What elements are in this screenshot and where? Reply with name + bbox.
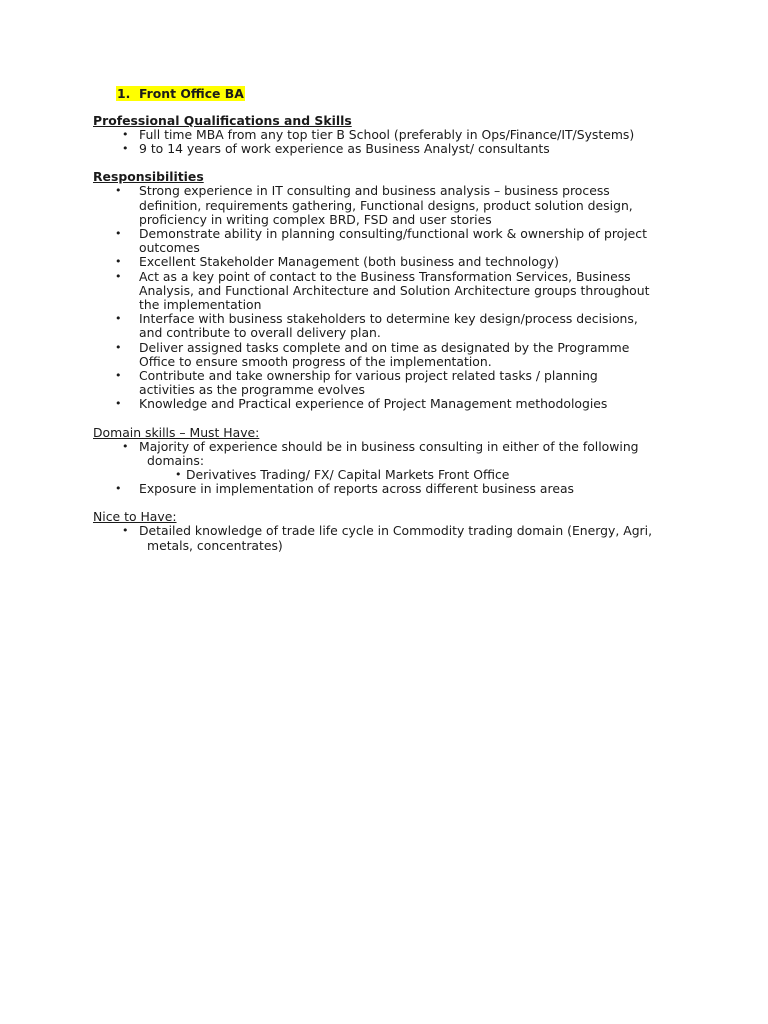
list-item (93, 128, 693, 142)
list-item-line: Deliver assigned tasks complete and on time as designated by the Programme (139, 339, 630, 355)
list-item-line: outcomes (139, 240, 200, 256)
list-item-line: domains: (147, 452, 205, 468)
section-heading (93, 86, 693, 102)
bullet-icon: • (115, 397, 122, 411)
list-item-line: definition, requirements gathering, Functional designs, product solution design, (139, 197, 633, 213)
bullet-icon: • (115, 340, 122, 354)
list-item-line: and contribute to overall delivery plan. (139, 325, 381, 341)
bullet-icon: • (115, 184, 122, 198)
heading-highlight (116, 86, 245, 101)
bullet-icon: • (175, 468, 182, 482)
list-item-line: Contribute and take ownership for various project related tasks / planning (139, 368, 598, 384)
bullet-icon: • (115, 255, 122, 269)
bullet-icon: • (122, 439, 129, 453)
list-item-line: the implementation (139, 297, 262, 313)
bullet-icon: • (115, 269, 122, 283)
list-item (93, 482, 693, 496)
heading-title: Front Office BA (139, 86, 244, 101)
bullet-icon: • (115, 482, 122, 496)
list-item-line: Majority of experience should be in business consulting in either of the following (139, 438, 639, 454)
responsibilities-section (93, 170, 693, 411)
domain-sublist (93, 468, 693, 482)
list-item-line: Knowledge and Practical experience of Project Management methodologies (139, 396, 608, 412)
nice-to-have-section (93, 510, 693, 552)
list-item-text: Full time MBA from any top tier B School (preferably in Ops/Finance/IT/Systems) (139, 127, 635, 142)
list-item (93, 524, 693, 552)
list-item (93, 440, 693, 468)
domain-skills-list-2 (93, 482, 693, 496)
list-item (93, 142, 693, 156)
bullet-icon: • (122, 128, 129, 141)
responsibilities-list (93, 184, 693, 411)
list-item-line: activities as the programme evolves (139, 382, 365, 398)
list-item (93, 270, 693, 313)
list-item (93, 255, 693, 269)
list-item-line: proficiency in writing complex BRD, FSD and user stories (139, 211, 492, 227)
qualifications-section (93, 114, 693, 156)
responsibilities-title: Responsibilities (93, 169, 204, 185)
qualifications-title: Professional Qualifications and Skills (93, 113, 352, 128)
list-item-text: 9 to 14 years of work experience as Business Analyst/ consultants (139, 141, 550, 157)
list-item-line: Strong experience in IT consulting and business analysis – business process (139, 183, 610, 199)
domain-skills-list (93, 440, 693, 468)
bullet-icon: • (115, 227, 122, 241)
list-item (93, 184, 693, 227)
domain-skills-section (93, 426, 693, 497)
heading-number: 1. (117, 86, 131, 101)
list-item (93, 397, 693, 411)
list-item (93, 341, 693, 369)
nice-to-have-list (93, 524, 693, 552)
document-page (93, 86, 693, 553)
domain-skills-title: Domain skills – Must Have: (93, 424, 260, 440)
list-item-line: metals, concentrates) (147, 537, 283, 553)
list-item-text: Exposure in implementation of reports across different business areas (139, 481, 575, 497)
sub-list-item (93, 468, 693, 482)
list-item (93, 312, 693, 340)
list-item-line: Excellent Stakeholder Management (both business and technology) (139, 254, 559, 270)
list-item-line: Interface with business stakeholders to determine key design/process decisions, (139, 311, 638, 327)
list-item-line: Demonstrate ability in planning consulting/functional work & ownership of project (139, 226, 647, 242)
bullet-icon: • (115, 369, 122, 383)
list-item-line: Analysis, and Functional Architecture and Solution Architecture groups throughout (139, 282, 650, 298)
qualifications-list (93, 128, 693, 156)
nice-to-have-title: Nice to Have: (93, 509, 177, 525)
list-item-line: Act as a key point of contact to the Business Transformation Services, Business (139, 268, 631, 284)
bullet-icon: • (122, 142, 129, 156)
bullet-icon: • (115, 312, 122, 326)
bullet-icon: • (122, 524, 129, 538)
list-item-line: Office to ensure smooth progress of the implementation. (139, 353, 492, 369)
list-item-line: Detailed knowledge of trade life cycle in Commodity trading domain (Energy, Agri, (139, 523, 653, 539)
list-item (93, 369, 693, 397)
sub-list-item-text: Derivatives Trading/ FX/ Capital Markets Front Office (186, 467, 510, 483)
list-item (93, 227, 693, 255)
